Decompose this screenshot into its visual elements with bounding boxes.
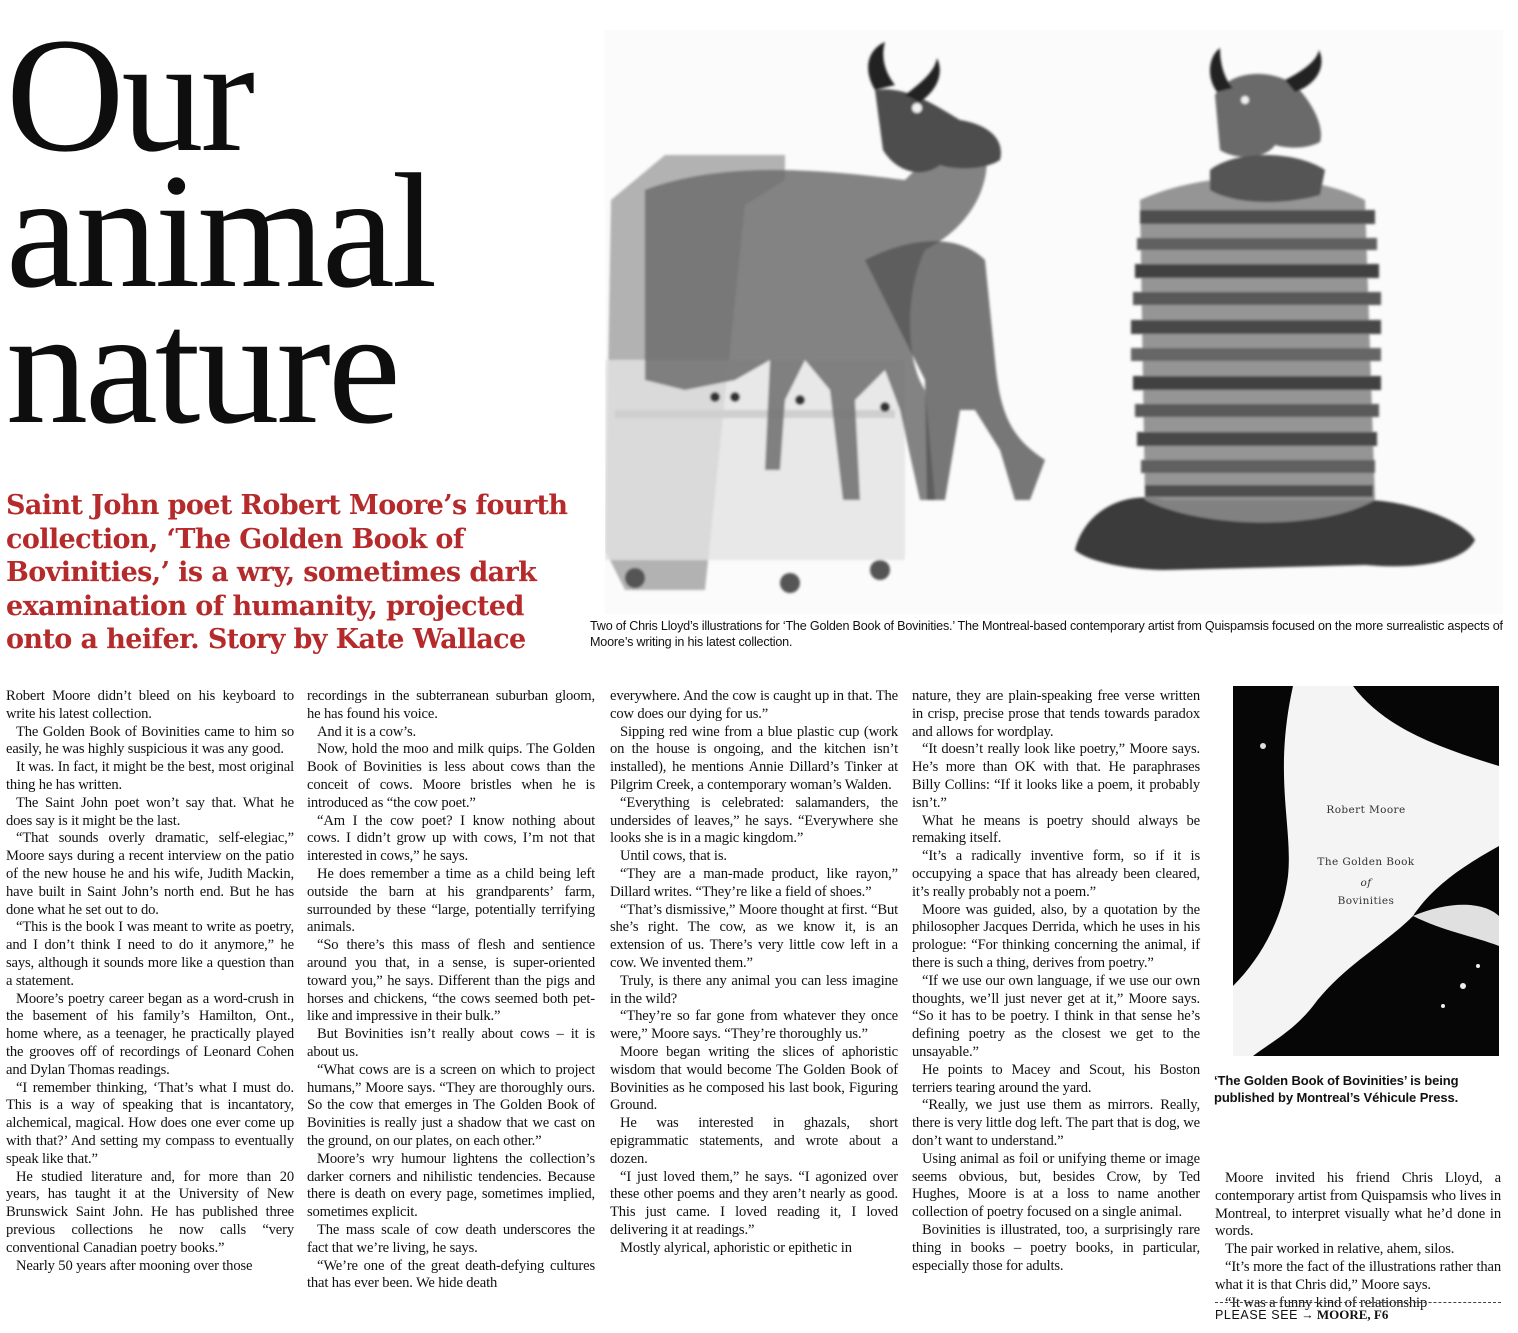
paragraph: Using animal as foil or unifying theme or image seems obvious, but, besides Crow, by Ted Hughes, Moore is at a loss to name another collection of poetry focused on a single animal. [912, 1150, 1200, 1221]
paragraph: “Everything is celebrated: salamanders, the undersides of leaves,” he says. “Everywhere she looks she is in a magic kingdom.” [610, 794, 898, 847]
photo-caption: Two of Chris Lloyd’s illustrations for ‘The Golden Book of Bovinities.’ The Montreal-based contemporary artist from Quispamsis focused on the more surrealistic aspects of Moore’s writing in his latest collection. [590, 619, 1503, 649]
paragraph: Moore invited his friend Chris Lloyd, a contemporary artist from Quispamsis who lives in Montreal, to interpret visually what he’d done in words. [1215, 1170, 1501, 1240]
arrow-right-icon: → [1301, 1308, 1314, 1322]
paragraph: “Really, we just use them as mirrors. Really, there is very little dog left. The part that is dog, we don’t want to understand.” [912, 1097, 1200, 1149]
paragraph: “That’s dismissive,” Moore thought at first. “But she’s right. The cow, as we know it, is an extension of us. There’s very little cow left in a cow. We invented them.” [610, 901, 898, 971]
article-column-4 [912, 688, 1200, 1275]
article-column-5 [1215, 1170, 1501, 1312]
paragraph: “So there’s this mass of flesh and sentience around you that, in a sense, is super-oriented toward you,” he says. Different than the pigs and horses and chickens, “the cows seemed both pet-like and impressive in their bulk.” [307, 937, 595, 1025]
paragraph: Moore’s poetry career began as a word-crush in the basement of his family’s Hamilton, Ont., home where, as a teenager, he practically played the grooves off of recordings of Leonard Cohen and Dylan Thomas readings. [6, 990, 294, 1078]
paragraph: “They are a man-made product, like rayon,” Dillard writes. “They’re like a field of shoes.” [610, 865, 898, 900]
paragraph: He points to Macey and Scout, his Boston terriers tearing around the yard. [912, 1061, 1200, 1096]
paragraph: “It’s more the fact of the illustrations rather than what it is that Chris did,” Moore says. [1215, 1258, 1501, 1293]
paragraph: “It’s a radically inventive form, so if it is occupying a space that has already been cleared, it’s really probably not a poem.” [912, 848, 1200, 900]
book-title-line: of [1360, 877, 1372, 889]
book-author: Robert Moore [1326, 804, 1406, 816]
paragraph: The Saint John poet won’t say that. What he does say is it might be the last. [6, 794, 294, 829]
paragraph: What he means is poetry should always be remaking itself. [912, 812, 1200, 847]
paragraph: It was. In fact, it might be the best, most original thing he has written. [6, 759, 294, 793]
paragraph: Robert Moore didn’t bleed on his keyboard to write his latest collection. [6, 688, 294, 722]
headline-line: animal [6, 141, 435, 322]
milk-splash-icon [1233, 686, 1499, 1056]
illustration-panel [605, 30, 1503, 614]
paragraph: “They’re so far gone from whatever they once were,” Moore says. “They’re thoroughly us.” [610, 1008, 898, 1043]
paragraph: “That sounds overly dramatic, self-elegiac,” Moore says during a recent interview on the patio of the new house he and his wife, Judith Mackin, have built in Saint John’s north end. But he has done what he set out to do. [6, 830, 294, 918]
paragraph: Now, hold the moo and milk quips. The Golden Book of Bovinities is less about cows than the conceit of cows. Moore bristles when he is introduced as “the cow poet.” [307, 741, 595, 811]
paragraph: Truly, is there any animal you can less imagine in the wild? [610, 972, 898, 1007]
paragraph: nature, they are plain-speaking free verse written in crisp, precise prose that tends towards paradox and allows for wordplay. [912, 688, 1200, 740]
paragraph: “If we use our own language, if we use our own thoughts, we’ll just never get at it,” Moore says. “So it has to be poetry. I think in that sense he’s defining poetry as the closest we get to the unsayable.” [912, 972, 1200, 1060]
paragraph: And it is a cow’s. [317, 723, 417, 740]
book-title-line: Bovinities [1337, 895, 1395, 907]
paragraph: Moore began writing the slices of aphoristic wisdom that would become The Golden Book of Bovinities as he composed his last book, Figuring Ground. [610, 1043, 898, 1114]
paragraph: The Golden Book of Bovinities came to him so easily, he was highly suspicious it was any good. [6, 723, 294, 758]
paragraph: Bovinities is illustrated, too, a surprisingly rare thing in books – poetry books, in particular, especially those for adults. [912, 1221, 1200, 1274]
article-column-1 [6, 688, 294, 1275]
continuation-jump[interactable] [1215, 1302, 1501, 1323]
paragraph: Moore’s wry humour lightens the collection’s darker corners and nihilistic tendencies. Because there is death on every page, sometimes implied, sometimes explicit. [307, 1150, 595, 1221]
paragraph: Nearly 50 years after mooning over those [16, 1257, 253, 1274]
jump-target[interactable]: MOORE, F6 [1316, 1307, 1389, 1322]
headline-line: Our [6, 5, 253, 186]
paragraph: “It was a funny kind of relationship [1225, 1294, 1428, 1311]
paragraph: Mostly alyrical, aphoristic or epithetic in [620, 1239, 852, 1256]
jump-label: PLEASE SEE [1215, 1308, 1299, 1322]
paragraph: “I just loved them,” he says. “I agonized over these other poems and they aren’t nearly as good. This just came. I loved reading it, I loved delivering it at readings.” [610, 1168, 898, 1238]
article-column-2 [307, 688, 595, 1293]
paragraph: Moore was guided, also, by a quotation by the philosopher Jacques Derrida, which he uses in his prologue: “For thinking concerning the animal, if there is such a thing, derives from poetry.” [912, 901, 1200, 971]
paragraph: “It doesn’t really look like poetry,” Moore says. He’s more than OK with that. He paraphrases Billy Collins: “If it looks like a poem, it probably isn’t.” [912, 741, 1200, 811]
deck-subheadline: Saint John poet Robert Moore’s fourth collection, ‘The Golden Book of Bovinities,’ is a wry, sometimes dark examination of humanity, projected onto a heifer. Story by Kate Wallace [6, 490, 568, 655]
article-column-3 [610, 688, 898, 1258]
book-title-line: The Golden Book [1317, 856, 1415, 868]
paragraph: Sipping red wine from a blue plastic cup (work on the house is ongoing, and the kitchen isn’t installed), he mentions Annie Dillard’s Tinker at Pilgrim Creek, a contemporary woman’s Walden. [610, 723, 898, 793]
paragraph: The mass scale of cow death underscores the fact that we’re living, he says. [307, 1221, 595, 1256]
book-caption: ‘The Golden Book of Bovinities’ is being published by Montreal’s Véhicule Press. [1214, 1073, 1459, 1105]
paragraph: He studied literature and, for more than 20 years, has taught it at the University of New Brunswick Saint John. He has published three previous collections he now calls “very conventional Canadian poetry books.” [6, 1168, 294, 1256]
paragraph: “Am I the cow poet? I know nothing about cows. I didn’t grow up with cows, I’m not that interested in cows,” he says. [307, 812, 595, 865]
paragraph: But Bovinities isn’t really about cows – it is about us. [307, 1026, 595, 1060]
headline [6, 5, 596, 458]
paragraph: “I remember thinking, ‘That’s what I must do. This is a way of speaking that is incantatory, alchemical, magical. How does one ever come up with that?’ And setting my compass to eventually speak like that.” [6, 1079, 294, 1167]
paragraph: He does remember a time as a child being left outside the barn at his grandparents’ farm, surrounded by these “large, potentially terrifying animals. [307, 865, 595, 936]
paragraph: Until cows, that is. [620, 848, 727, 865]
paragraph: “We’re one of the great death-defying cultures that has ever been. We hide death [307, 1257, 595, 1292]
paragraph: “This is the book I was meant to write as poetry, and I don’t think I need to do it anymore,” he says, although it sounds more like a question than a statement. [6, 919, 294, 989]
paragraph: everywhere. And the cow is caught up in that. The cow does our dying for us.” [610, 688, 898, 722]
paragraph: recordings in the subterranean suburban gloom, he has found his voice. [307, 688, 595, 722]
paragraph: “What cows are is a screen on which to project humans,” Moore says. “They are thoroughly ours. So the cow that emerges in The Golden Book of Bovinities is really just a shadow that we cast on the ground, on our plates, on each other.” [307, 1061, 595, 1149]
headline-line: nature [6, 277, 398, 458]
paragraph: He was interested in ghazals, short epigrammatic statements, and wrote about a dozen. [610, 1115, 898, 1167]
paragraph: The pair worked in relative, ahem, silos. [1225, 1241, 1455, 1258]
book-cover [1233, 686, 1499, 1056]
